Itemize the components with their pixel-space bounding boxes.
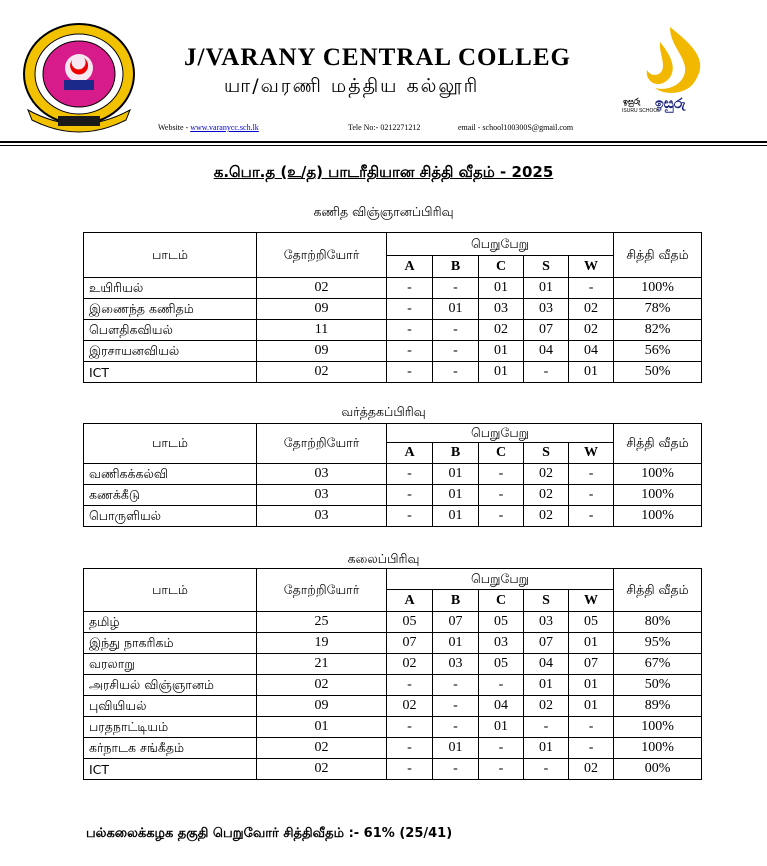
table-row — [84, 717, 702, 738]
grade-b-cell: - — [433, 759, 479, 780]
grade-c-cell: - — [479, 485, 524, 506]
appeared-cell: 01 — [257, 717, 387, 738]
right-logo-text: ISURU SCHOOL — [622, 108, 661, 114]
pass-rate-cell: 80% — [614, 612, 702, 633]
isuru-school-logo — [615, 22, 725, 117]
subject-cell: இரசாயனவியல் — [84, 341, 257, 362]
grade-b-cell: - — [433, 717, 479, 738]
grade-s-cell: 02 — [524, 696, 569, 717]
grade-c-cell: - — [479, 738, 524, 759]
grade-c-cell: 02 — [479, 320, 524, 341]
grade-s-cell: 03 — [524, 612, 569, 633]
col-subject: பாடம் — [84, 569, 257, 612]
appeared-cell: 09 — [257, 341, 387, 362]
grade-b-cell: 01 — [433, 464, 479, 485]
col-pass-rate: சித்தி வீதம் — [614, 424, 702, 464]
table-row — [84, 759, 702, 780]
grade-a-cell: 02 — [387, 654, 433, 675]
grade-c-cell: 05 — [479, 654, 524, 675]
table-row — [84, 320, 702, 341]
grade-a-cell: 02 — [387, 696, 433, 717]
grade-a-cell: - — [387, 362, 433, 383]
report-title: க.பொ.த (உ/த) பாடரீதியான சித்தி வீதம் - 2025 — [213, 163, 554, 181]
grade-b-cell: 01 — [433, 633, 479, 654]
grade-b: B — [433, 256, 479, 278]
grade-w-cell: 02 — [569, 759, 614, 780]
svg-text:ඉසුරු: ඉසුරු — [655, 95, 686, 111]
col-subject: பாடம் — [84, 233, 257, 278]
pass-rate-cell: 100% — [614, 485, 702, 506]
website-line — [158, 123, 259, 132]
grade-s-cell: 01 — [524, 278, 569, 299]
appeared-cell: 02 — [257, 362, 387, 383]
grade-s-cell: 02 — [524, 506, 569, 527]
pass-rate-cell: 100% — [614, 506, 702, 527]
grade-c: C — [479, 590, 524, 612]
grade-c-cell: 01 — [479, 341, 524, 362]
grade-b-cell: 07 — [433, 612, 479, 633]
grade-w-cell: 01 — [569, 675, 614, 696]
table-row — [84, 696, 702, 717]
grade-a-cell: - — [387, 278, 433, 299]
col-results: பெறுபேறு — [387, 424, 614, 443]
grade-c-cell: 04 — [479, 696, 524, 717]
grade-c-cell: 01 — [479, 278, 524, 299]
header-divider — [0, 141, 767, 143]
pass-rate-cell: 100% — [614, 278, 702, 299]
grade-w-cell: 01 — [569, 633, 614, 654]
col-results: பெறுபேறு — [387, 233, 614, 256]
appeared-cell: 03 — [257, 464, 387, 485]
grade-w-cell: 02 — [569, 320, 614, 341]
appeared-cell: 02 — [257, 278, 387, 299]
grade-w-cell: - — [569, 717, 614, 738]
grade-s-cell: 04 — [524, 654, 569, 675]
pass-rate-cell: 50% — [614, 362, 702, 383]
subject-cell: உயிரியல் — [84, 278, 257, 299]
telephone: Tele No:- 0212271212 — [348, 123, 421, 132]
grade-b-cell: - — [433, 278, 479, 299]
subject-cell: அரசியல் விஞ்ஞானம் — [84, 675, 257, 696]
grade-s-cell: 01 — [524, 675, 569, 696]
letterhead — [0, 0, 767, 148]
grade-a: A — [387, 443, 433, 464]
grade-c-cell: - — [479, 759, 524, 780]
col-appeared: தோற்றியோர் — [257, 569, 387, 612]
grade-s-cell: 07 — [524, 633, 569, 654]
grade-s-cell: 01 — [524, 738, 569, 759]
grade-c-cell: - — [479, 675, 524, 696]
grade-a-cell: - — [387, 738, 433, 759]
results-table-science — [83, 232, 702, 383]
grade-a-cell: - — [387, 485, 433, 506]
website-link[interactable]: www.varanycc.sch.lk — [190, 123, 259, 132]
school-name-english: J/VARANY CENTRAL COLLEG — [184, 44, 571, 71]
grade-w-cell: 01 — [569, 362, 614, 383]
grade-b: B — [433, 443, 479, 464]
website-label: Website - — [158, 123, 191, 132]
grade-c-cell: - — [479, 506, 524, 527]
grade-b-cell: 01 — [433, 485, 479, 506]
grade-w-cell: - — [569, 278, 614, 299]
grade-b-cell: 03 — [433, 654, 479, 675]
grade-a-cell: - — [387, 675, 433, 696]
col-results: பெறுபேறு — [387, 569, 614, 590]
grade-s: S — [524, 256, 569, 278]
subject-cell: கர்நாடக சங்கீதம் — [84, 738, 257, 759]
table-row — [84, 299, 702, 320]
grade-c-cell: 03 — [479, 633, 524, 654]
table-row — [84, 612, 702, 633]
grade-c-cell: 01 — [479, 717, 524, 738]
grade-s-cell: 07 — [524, 320, 569, 341]
section-title-commerce: வர்த்தகப்பிரிவு — [341, 404, 426, 419]
grade-w-cell: 04 — [569, 341, 614, 362]
grade-c-cell: 05 — [479, 612, 524, 633]
grade-a-cell: - — [387, 759, 433, 780]
col-appeared: தோற்றியோர் — [257, 424, 387, 464]
table-row — [84, 464, 702, 485]
university-eligibility-summary: பல்கலைக்கழக தகுதி பெறுவோர் சித்திவீதம் :- 61% (25/41) — [86, 826, 453, 841]
grade-w-cell: - — [569, 738, 614, 759]
grade-b: B — [433, 590, 479, 612]
pass-rate-cell: 89% — [614, 696, 702, 717]
grade-w: W — [569, 256, 614, 278]
section-title-science: கணித விஞ்ஞானப்பிரிவு — [313, 204, 454, 219]
grade-w-cell: - — [569, 485, 614, 506]
table-row — [84, 654, 702, 675]
grade-a-cell: - — [387, 299, 433, 320]
grade-w-cell: 05 — [569, 612, 614, 633]
pass-rate-cell: 100% — [614, 717, 702, 738]
pass-rate-cell: 100% — [614, 738, 702, 759]
grade-w-cell: 02 — [569, 299, 614, 320]
appeared-cell: 25 — [257, 612, 387, 633]
appeared-cell: 09 — [257, 299, 387, 320]
grade-a: A — [387, 256, 433, 278]
subject-cell: வரலாறு — [84, 654, 257, 675]
grade-a-cell: - — [387, 506, 433, 527]
pass-rate-cell: 100% — [614, 464, 702, 485]
grade-w-cell: - — [569, 506, 614, 527]
grade-b-cell: - — [433, 675, 479, 696]
svg-text:ඉසුරු: ඉසුරු — [623, 97, 641, 106]
grade-s-cell: 04 — [524, 341, 569, 362]
subject-cell: தமிழ் — [84, 612, 257, 633]
grade-s: S — [524, 443, 569, 464]
pass-rate-cell: 50% — [614, 675, 702, 696]
col-pass-rate: சித்தி வீதம் — [614, 569, 702, 612]
grade-w-cell: - — [569, 464, 614, 485]
grade-c: C — [479, 256, 524, 278]
grade-w-cell: 01 — [569, 696, 614, 717]
subject-cell: வணிகக்கல்வி — [84, 464, 257, 485]
grade-s-cell: - — [524, 362, 569, 383]
table-row — [84, 485, 702, 506]
grade-a-cell: - — [387, 320, 433, 341]
appeared-cell: 11 — [257, 320, 387, 341]
grade-w: W — [569, 443, 614, 464]
grade-s: S — [524, 590, 569, 612]
table-row — [84, 675, 702, 696]
school-crest-logo — [14, 20, 144, 135]
subject-cell: ICT — [84, 759, 257, 780]
grade-c-cell: 01 — [479, 362, 524, 383]
appeared-cell: 19 — [257, 633, 387, 654]
results-table-commerce — [83, 423, 702, 527]
appeared-cell: 03 — [257, 506, 387, 527]
table-row — [84, 506, 702, 527]
results-table-arts — [83, 568, 702, 780]
appeared-cell: 21 — [257, 654, 387, 675]
grade-a: A — [387, 590, 433, 612]
appeared-cell: 02 — [257, 675, 387, 696]
grade-c-cell: 03 — [479, 299, 524, 320]
pass-rate-cell: 00% — [614, 759, 702, 780]
appeared-cell: 02 — [257, 759, 387, 780]
table-row — [84, 341, 702, 362]
appeared-cell: 02 — [257, 738, 387, 759]
grade-s-cell: - — [524, 717, 569, 738]
grade-w: W — [569, 590, 614, 612]
subject-cell: புவியியல் — [84, 696, 257, 717]
grade-b-cell: - — [433, 362, 479, 383]
appeared-cell: 03 — [257, 485, 387, 506]
subject-cell: ICT — [84, 362, 257, 383]
grade-s-cell: 03 — [524, 299, 569, 320]
grade-c-cell: - — [479, 464, 524, 485]
grade-b-cell: 01 — [433, 506, 479, 527]
section-title-arts: கலைப்பிரிவு — [347, 551, 420, 566]
grade-s-cell: 02 — [524, 464, 569, 485]
appeared-cell: 09 — [257, 696, 387, 717]
col-appeared: தோற்றியோர் — [257, 233, 387, 278]
subject-cell: பரதநாட்டியம் — [84, 717, 257, 738]
grade-c: C — [479, 443, 524, 464]
pass-rate-cell: 82% — [614, 320, 702, 341]
subject-cell: பௌதிகவியல் — [84, 320, 257, 341]
grade-b-cell: - — [433, 696, 479, 717]
subject-cell: இந்து நாகரிகம் — [84, 633, 257, 654]
table-row — [84, 362, 702, 383]
grade-b-cell: 01 — [433, 299, 479, 320]
pass-rate-cell: 95% — [614, 633, 702, 654]
subject-cell: இணைந்த கணிதம் — [84, 299, 257, 320]
pass-rate-cell: 56% — [614, 341, 702, 362]
subject-cell: கணக்கீடு — [84, 485, 257, 506]
header-divider-thin — [0, 145, 767, 146]
grade-a-cell: - — [387, 717, 433, 738]
table-row — [84, 278, 702, 299]
grade-s-cell: 02 — [524, 485, 569, 506]
pass-rate-cell: 67% — [614, 654, 702, 675]
grade-b-cell: - — [433, 320, 479, 341]
grade-a-cell: 07 — [387, 633, 433, 654]
grade-w-cell: 07 — [569, 654, 614, 675]
table-row — [84, 738, 702, 759]
grade-a-cell: 05 — [387, 612, 433, 633]
table-row — [84, 633, 702, 654]
col-subject: பாடம் — [84, 424, 257, 464]
email: email - school100300S@gmail.com — [458, 123, 574, 132]
col-pass-rate: சித்தி வீதம் — [614, 233, 702, 278]
grade-a-cell: - — [387, 464, 433, 485]
pass-rate-cell: 78% — [614, 299, 702, 320]
grade-b-cell: - — [433, 341, 479, 362]
grade-a-cell: - — [387, 341, 433, 362]
grade-b-cell: 01 — [433, 738, 479, 759]
subject-cell: பொருளியல் — [84, 506, 257, 527]
school-name-tamil: யா/வரணி மத்திய கல்லூரி — [224, 75, 480, 97]
grade-s-cell: - — [524, 759, 569, 780]
